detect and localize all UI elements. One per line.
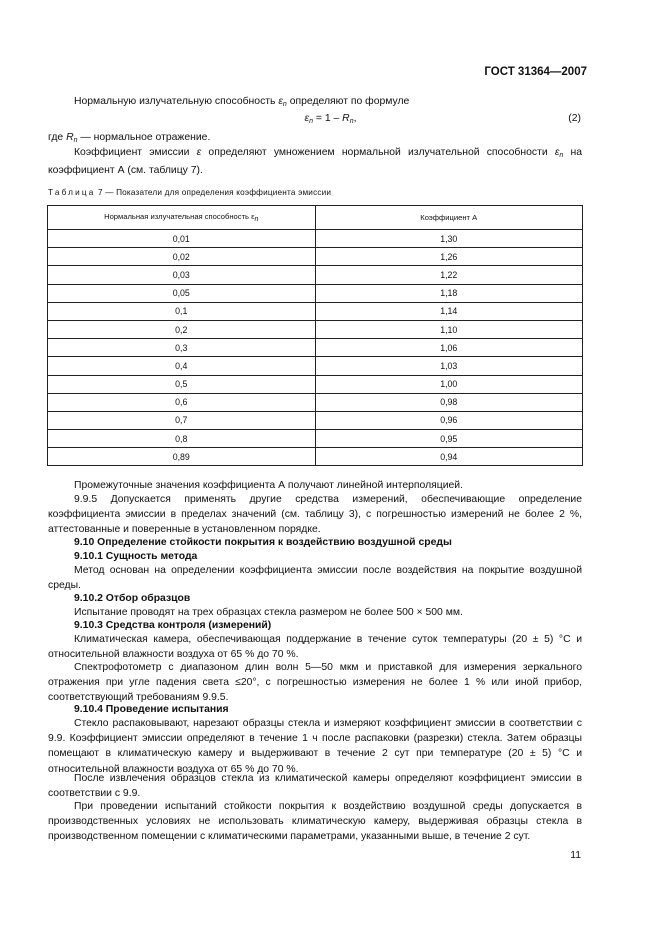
cell-emissivity: 0,6 [48, 393, 316, 411]
formula-r: R [342, 113, 350, 124]
formula-rhs: = 1 – [312, 113, 343, 124]
cell-emissivity: 0,7 [48, 411, 316, 429]
heading-9-10-3: 9.10.3 Средства контроля (измерений) [74, 620, 272, 631]
table-row [48, 302, 583, 320]
cell-coefficient: 1,10 [315, 320, 583, 338]
formula-r-sub: n [349, 118, 354, 125]
where-r-sub: n [73, 137, 78, 144]
paragraph-interpolation: Промежуточные значения коэффициента А получают линейной интерполяцией. [74, 480, 463, 491]
paragraph-9-9-5: 9.9.5 Допускается применять другие средства измерений, обеспечивающие определение коэффициента эмиссии в пределах значений (см. таблицу 3), с погрешностью измерений не более 2 %, аттестованные и поверенные в установленном порядке. [48, 494, 582, 536]
coef-text-1: Коэффициент эмиссии [74, 147, 190, 158]
table-row [48, 339, 583, 357]
where-start: где [48, 132, 64, 143]
epsilon-subscript: n [282, 101, 287, 108]
table-row [48, 266, 583, 284]
heading-9-10: 9.10 Определение стойкости покрытия к воздействию воздушной среды [74, 537, 452, 548]
cell-coefficient: 1,03 [315, 357, 583, 375]
where-r: R [66, 132, 74, 143]
header-emissivity-text: Нормальная излучательная способность ε [104, 212, 255, 221]
paragraph-procedure: Стекло распаковывают, нарезают образцы стекла и измеряют коэффициент эмиссии в соответствии с 9.9. Коэффициент эмиссии определяют в течение 1 ч после распаковки (разрезки) стекла. Затем образцы помещают в климатическую камеру и выдерживают в течение 2 сут при температуре (20 ± 5) °С и относительной влажности воздуха от 65 % до 70 %. [48, 718, 582, 775]
coef-text-2: определяют умножением нормальной излучательной способности [208, 147, 548, 158]
cell-emissivity: 0,5 [48, 375, 316, 393]
paragraph-method: Метод основан на определении коэффициента эмиссии после воздействия на покрытие воздушной среды. [48, 565, 582, 592]
cell-emissivity: 0,2 [48, 320, 316, 338]
table-row [48, 284, 583, 302]
table-caption-rest: 7 — Показатели для определения коэффициента эмиссии [98, 188, 332, 197]
table-caption [48, 188, 331, 197]
paragraph-after-extraction: После извлечения образцов стекла из климатической камеры определяют коэффициент эмиссии в соответствии с 9.9. [48, 773, 582, 800]
table-row [48, 430, 583, 448]
formula [0, 113, 661, 125]
table-caption-word: Таблица [48, 188, 96, 197]
cell-emissivity: 0,1 [48, 302, 316, 320]
formula-number: (2) [568, 113, 581, 124]
coef-text-3: на коэффициент А (см. таблицу 7). [48, 147, 583, 177]
page-number: 11 [570, 850, 581, 861]
paragraph-samples: Испытание проводят на трех образцах стекла размером не более 500 × 500 мм. [74, 607, 463, 618]
intro-text: Нормальную излучательную способность [74, 96, 276, 107]
cell-coefficient: 0,98 [315, 393, 583, 411]
emission-table [47, 205, 583, 466]
cell-emissivity: 0,8 [48, 430, 316, 448]
table-row [48, 230, 583, 248]
header-emissivity [48, 206, 316, 230]
coef-symbol-n: ε [554, 147, 560, 158]
coef-symbol-n-sub: n [559, 152, 564, 159]
cell-emissivity: 0,89 [48, 448, 316, 466]
table-row [48, 357, 583, 375]
paragraph-production-conditions: При проведении испытаний стойкости покрытия к воздействию воздушной среды допускается в производственных условиях не использовать климатическую камеру, выдерживая образцы стекла в производственном помещении с климатическими параметрами, указанными выше, в течение 2 сут. [48, 801, 582, 843]
cell-coefficient: 0,96 [315, 411, 583, 429]
table-row [48, 248, 583, 266]
intro-line [48, 94, 582, 112]
cell-coefficient: 0,94 [315, 448, 583, 466]
cell-coefficient: 1,18 [315, 284, 583, 302]
table-row [48, 320, 583, 338]
table-row [48, 411, 583, 429]
cell-emissivity: 0,02 [48, 248, 316, 266]
cell-emissivity: 0,03 [48, 266, 316, 284]
cell-coefficient: 1,14 [315, 302, 583, 320]
cell-coefficient: 1,00 [315, 375, 583, 393]
formula-lhs: ε [304, 113, 310, 124]
coef-symbol: ε [196, 147, 202, 158]
cell-coefficient: 1,22 [315, 266, 583, 284]
cell-emissivity: 0,01 [48, 230, 316, 248]
cell-emissivity: 0,4 [48, 357, 316, 375]
formula-end: , [353, 113, 357, 124]
table-row [48, 448, 583, 466]
cell-coefficient: 1,06 [315, 339, 583, 357]
cell-emissivity: 0,3 [48, 339, 316, 357]
cell-emissivity: 0,05 [48, 284, 316, 302]
cell-coefficient: 0,95 [315, 430, 583, 448]
paragraph-climate-chamber: Климатическая камера, обеспечивающая поддержание в течение суток температуры (20 ± 5) °С и относительной влажности воздуха от 65 % до 70 %. [48, 634, 582, 661]
heading-9-10-2: 9.10.2 Отбор образцов [74, 593, 191, 604]
table-row [48, 375, 583, 393]
header-emissivity-sub: n [254, 216, 259, 223]
cell-coefficient: 1,26 [315, 248, 583, 266]
intro-text-rest: определяют по формуле [289, 96, 410, 107]
document-standard-number: ГОСТ 31364—2007 [484, 66, 587, 78]
coef-paragraph [48, 145, 582, 178]
where-end: — нормальное отражение. [80, 132, 211, 143]
heading-9-10-4: 9.10.4 Проведение испытания [74, 704, 229, 715]
paragraph-spectrophotometer: Спектрофотометр с диапазоном длин волн 5—50 мкм и приставкой для измерения зеркального отражения при угле падения света ≤20°, с погрешностью измерения не более 1 % или иной прибор, соответствующий требованиям 9.9.5. [48, 662, 582, 704]
heading-9-10-1: 9.10.1 Сущность метода [74, 551, 198, 562]
table-header-row [48, 206, 583, 230]
formula-lhs-sub: n [309, 118, 313, 125]
table-row [48, 393, 583, 411]
epsilon-symbol: ε [278, 96, 283, 107]
header-coefficient: Коэффициент А [315, 206, 583, 230]
cell-coefficient: 1,30 [315, 230, 583, 248]
